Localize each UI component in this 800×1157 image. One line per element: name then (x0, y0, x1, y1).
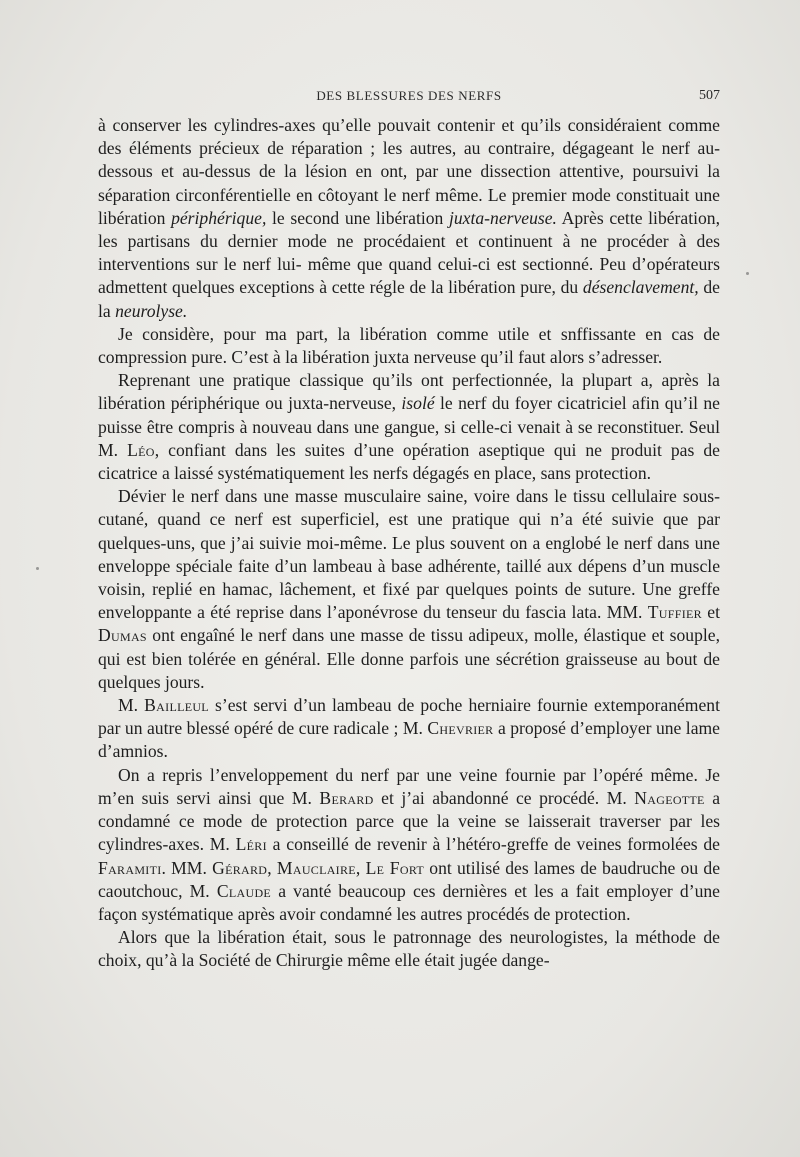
author-name: Bailleul (144, 695, 209, 716)
italic-term: isolé (401, 393, 435, 414)
text-run: et (701, 602, 720, 623)
text-run: a conseillé de revenir à l’hétéro-greffe de veines formolées de (266, 834, 720, 855)
text-run: le nerf du foyer cicatriciel afin qu’il ne puisse être compris à nouveau dans une gangue, si celle-ci venait à se reconstituer. Seul M. (98, 393, 720, 460)
body-text (98, 114, 720, 973)
text-run: s’est servi d’un lambeau de poche herniaire fournie extemporanément par un autre blessé opéré de cure radicale ; M. (98, 695, 720, 739)
text-run: , (267, 857, 277, 878)
text-run: et j’ai abandonné ce procédé. M. (373, 787, 635, 808)
text-run: le second une libération (266, 207, 449, 228)
author-name: Léri (235, 834, 267, 855)
print-speck (746, 272, 749, 275)
text-run: Je considère, pour ma part, la libération comme utile et snffissante en cas de compression pure. C’est à la libération juxta nerveuse qu’il faut alors s’adresser. (98, 323, 720, 368)
author-name: Dumas (98, 625, 147, 646)
text-run: , confiant dans les suites d’une opération aseptique qui ne produit pas de cicatrice a laissé systématiquement les nerfs dégagés en place, sans protection. (98, 439, 720, 484)
text-run: Reprenant une pratique classique qu’ils ont perfectionnée, la plupart a, après la libération périphérique ou juxta-nerveuse, (98, 370, 720, 414)
paragraph-3 (98, 369, 720, 485)
text-run: On a repris l’enveloppement du nerf par une veine fournie par l’opéré même. Je m’en suis servi ainsi que M. (98, 764, 720, 808)
author-name: Berard (319, 787, 374, 808)
italic-term: juxta-nerveuse. (449, 207, 557, 228)
page-header (98, 88, 720, 108)
text-run: a proposé d’employer une lame d’amnios. (98, 718, 720, 762)
text-run: M. (118, 695, 145, 716)
text-run: Dévier le nerf dans une masse musculaire saine, voire dans le tissu cellulaire sous-cutané, quand ce nerf est superficiel, est une pratique qui n’a été suivie que par quelques-uns, que j’ai suivie moi-même. Le plus souvent on a englobé le nerf dans une enveloppe spéciale faite d’un lambeau à base adhérente, taillé aux dépens d’un muscle voisin, replié en hamac, lâchement, et fixé par quelques points de suture. Une greffe enveloppante a été reprise dans l’aponévrose du tenseur du fascia lata. MM. (98, 486, 720, 623)
author-name: Claude (216, 880, 272, 901)
author-name: Tuffier (647, 602, 702, 623)
paragraph-7 (98, 926, 720, 972)
author-name: Mauclaire (276, 857, 356, 878)
text-run: de la (98, 277, 720, 321)
italic-term: neurolyse. (115, 300, 188, 321)
text-run: , (355, 857, 366, 878)
text-run: à conserver les cylindres-axes qu’elle pouvait contenir et qu’ils considéraient comme des éléments précieux de réparation ; les autres, au contraire, dégageant le nerf au-dessous et au-dessus de la lésion en ont, par une dissection attentive, poursuivi la séparation circonférentielle en côtoyant le nerf même. Le premier mode constituait une libération (98, 115, 720, 228)
text-run: a condamné ce mode de protection parce que la veine se laisserait traverser par les cylindres-axes. M. (98, 787, 720, 855)
text-run: Alors que la libération était, sous le patronnage des neurologistes, la méthode de choix, qu’à la Société de Chirurgie même elle était jugée dange- (98, 927, 720, 971)
paragraph-5 (98, 694, 720, 764)
author-name: Faramiti (98, 857, 162, 878)
text-run: ont engaîné le nerf dans une masse de tissu adipeux, molle, élastique et souple, qui est bien tolérée en général. Elle donne parfois une sécrétion graisseuse au bout de quelques jours. (98, 625, 720, 692)
author-name: Gérard (212, 857, 268, 878)
paragraph-2 (98, 323, 720, 369)
text-run: Après cette libération, les partisans du dernier mode ne procédaient et continuent à ne procéder à des interventions sur le nerf lui- même que quand celui-ci est sectionné. Peu d’opérateurs admettent quelques exceptions à cette régle de la libération pure, du (98, 207, 720, 298)
author-name: Chevrier (427, 718, 494, 739)
author-name: Nageotte (634, 787, 705, 808)
italic-term: désenclavement, (582, 277, 699, 298)
author-name: Léo (127, 439, 155, 460)
text-run: ont utilisé des lames de baudruche ou de caoutchouc, M. (98, 857, 720, 901)
paragraph-1 (98, 114, 720, 323)
page-number: 507 (699, 88, 720, 103)
paragraph-6 (98, 764, 720, 926)
author-name: Le Fort (365, 857, 425, 878)
paragraph-4 (98, 485, 720, 694)
running-title: DES BLESSURES DES NERFS (316, 88, 502, 103)
text-run: a vanté beaucoup ces dernières et les a fait employer d’une façon systématique après avoir condamné les autres procédés de protection. (98, 880, 720, 924)
text-run: . MM. (161, 857, 213, 878)
italic-term: périphérique, (171, 207, 267, 228)
print-speck (36, 567, 39, 570)
